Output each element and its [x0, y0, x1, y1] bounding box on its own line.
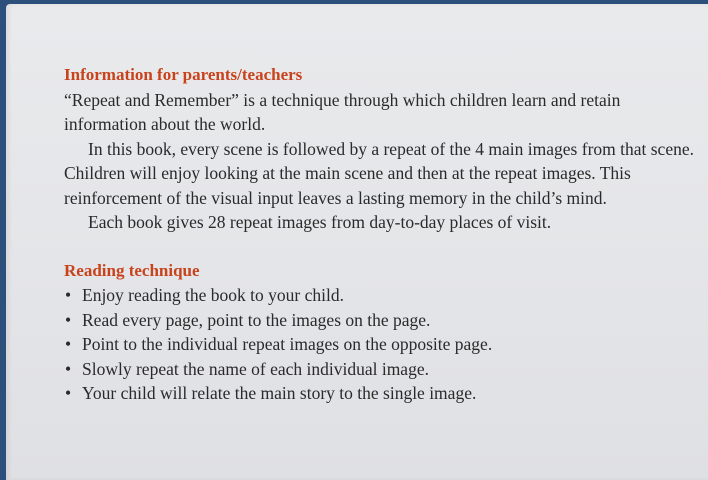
list-item-text: Enjoy reading the book to your child.	[82, 285, 344, 305]
bullet-icon: •	[65, 358, 72, 379]
list-item-text: Slowly repeat the name of each individual image.	[82, 358, 429, 379]
reading-heading: Reading technique	[64, 260, 200, 280]
bullet-icon: •	[65, 334, 72, 354]
book-back-cover	[6, 4, 708, 480]
list-item	[64, 308, 694, 333]
bullet-icon: •	[65, 285, 72, 305]
list-item	[64, 332, 694, 357]
list-item-text: Your child will relate the main story to the single image.	[82, 383, 477, 403]
info-paragraph-1: “Repeat and Remember” is a technique through which children learn and retain information about the world.	[64, 89, 621, 134]
info-paragraph-3: Each book gives 28 repeat images from day-to-day places of visit.	[88, 212, 552, 232]
info-heading: Information for parents/teachers	[64, 65, 303, 84]
list-item-text: Point to the individual repeat images on the opposite page.	[82, 334, 493, 354]
list-item-text: Read every page, point to the images on the page.	[82, 309, 431, 330]
list-item	[64, 357, 694, 382]
section-spacer	[64, 235, 694, 259]
info-paragraph-2: In this book, every scene is followed by a repeat of the 4 main images from that scene. Children will enjoy looking at the main scene and then at the repeat images. This reinforcement of the visual input leaves a lasting memory in the child’s mind.	[64, 138, 694, 208]
reading-list	[64, 283, 694, 406]
list-item	[64, 381, 694, 406]
cover-text-block	[64, 63, 694, 406]
bullet-icon: •	[65, 383, 72, 403]
list-item	[64, 283, 694, 308]
bullet-icon: •	[65, 309, 72, 330]
